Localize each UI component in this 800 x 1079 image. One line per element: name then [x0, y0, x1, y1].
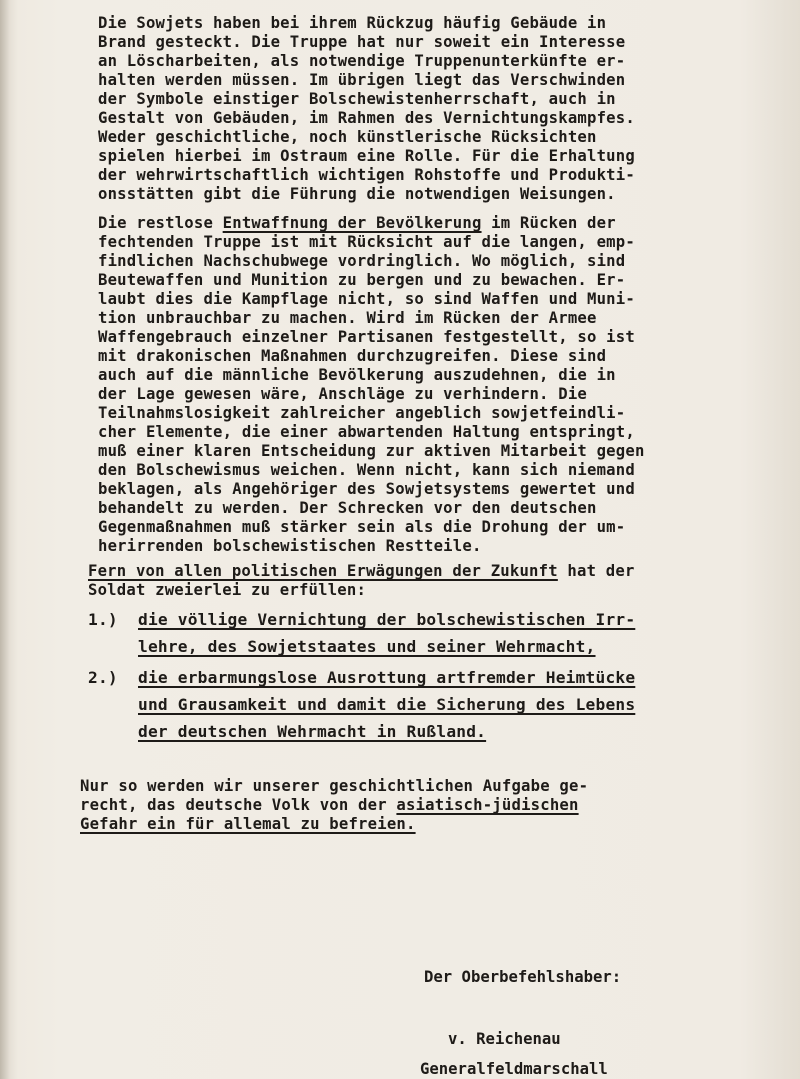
text-fragment: im Rücken der [481, 214, 616, 232]
paragraph-line: Nur so werden wir unserer geschichtlichen Aufgabe ge- [80, 777, 589, 795]
paragraph-line: findlichen Nachschubwege vordringlich. Wo möglich, sind [98, 252, 626, 270]
paragraph-line: onsstätten gibt die Führung die notwendigen Weisungen. [98, 185, 616, 203]
paragraph-scorched-buildings [98, 14, 780, 204]
text-fragment: hat der [557, 562, 635, 580]
paragraph-line: mit drakonischen Maßnahmen durchzugreifen. Diese sind [98, 347, 607, 365]
paragraph-line: auch auf die männliche Bevölkerung auszudehnen, die in [98, 366, 616, 384]
paragraph-soldier-duties [88, 562, 780, 600]
list-number: 1.) [88, 610, 118, 629]
paragraph-line: halten werden müssen. Im übrigen liegt das Verschwinden [98, 71, 626, 89]
underlined-list-line: der deutschen Wehrmacht in Rußland. [138, 722, 487, 741]
paragraph-disarmament [98, 214, 780, 556]
underlined-phrase: Entwaffnung der Bevölkerung [222, 214, 482, 232]
paragraph-line: fechtenden Truppe ist mit Rücksicht auf die langen, emp- [98, 233, 635, 251]
paragraph-line [80, 815, 780, 834]
paragraph-line: Teilnahmslosigkeit zahlreicher angeblich sowjetfeindli- [98, 404, 626, 422]
paragraph-line [80, 796, 780, 815]
paragraph-line: behandelt zu werden. Der Schrecken vor den deutschen [98, 499, 597, 517]
signature-rank: Generalfeldmarschall [420, 1060, 608, 1078]
paragraph-line: Beutewaffen und Munition zu bergen und zu bewachen. Er- [98, 271, 626, 289]
underlined-list-line: lehre, des Sowjetstaates und seiner Wehrmacht, [138, 637, 596, 656]
list-item [88, 606, 780, 660]
text-fragment: recht, das deutsche Volk von der [80, 796, 397, 814]
list-item [88, 664, 780, 745]
paragraph-line: beklagen, als Angehöriger des Sowjetsystems gewertet und [98, 480, 635, 498]
paragraph-line: muß einer klaren Entscheidung zur aktiven Mitarbeit gegen [98, 442, 645, 460]
page-edge-shadow [0, 0, 10, 1079]
underlined-phrase: Fern von allen politischen Erwägungen der Zukunft [88, 562, 558, 580]
signature-name: v. Reichenau [448, 1030, 561, 1048]
paragraph-line: der Symbole einstiger Bolschewistenherrschaft, auch in [98, 90, 616, 108]
paragraph-line: Gegenmaßnahmen muß stärker sein als die Drohung der um- [98, 518, 626, 536]
paragraph-line [98, 214, 780, 233]
list-number: 2.) [88, 668, 118, 687]
signature-title: Der Oberbefehlshaber: [424, 968, 622, 986]
paragraph-line: cher Elemente, die einer abwartenden Haltung entspringt, [98, 423, 635, 441]
text-fragment: Die restlose [98, 214, 223, 232]
underlined-phrase: Gefahr ein für allemal zu befreien. [80, 815, 416, 833]
paragraph-line [88, 562, 780, 581]
paragraph-conclusion [80, 777, 780, 834]
duties-list [88, 606, 780, 745]
paragraph-line: herirrenden bolschewistischen Restteile. [98, 537, 482, 555]
paragraph-line: Soldat zweierlei zu erfüllen: [88, 581, 367, 599]
typewritten-document [80, 14, 780, 834]
paragraph-line: Weder geschichtliche, noch künstlerische Rücksichten [98, 128, 597, 146]
paragraph-line: Waffengebrauch einzelner Partisanen festgestellt, so ist [98, 328, 635, 346]
paragraph-line: Gestalt von Gebäuden, im Rahmen des Vernichtungskampfes. [98, 109, 635, 127]
paragraph-line: Die Sowjets haben bei ihrem Rückzug häufig Gebäude in [98, 14, 607, 32]
paragraph-line: Brand gesteckt. Die Truppe hat nur soweit ein Interesse [98, 33, 626, 51]
underlined-phrase: asiatisch-jüdischen [396, 796, 579, 814]
paragraph-line: spielen hierbei im Ostraum eine Rolle. Für die Erhaltung [98, 147, 635, 165]
underlined-list-line: die völlige Vernichtung der bolschewistischen Irr- [138, 610, 636, 629]
underlined-list-line: und Grausamkeit und damit die Sicherung des Lebens [138, 695, 636, 714]
underlined-list-line: die erbarmungslose Ausrottung artfremder Heimtücke [138, 668, 636, 687]
paragraph-line: der Lage gewesen wäre, Anschläge zu verhindern. Die [98, 385, 587, 403]
paragraph-line: an Löscharbeiten, als notwendige Truppenunterkünfte er- [98, 52, 626, 70]
paragraph-line: den Bolschewismus weichen. Wenn nicht, kann sich niemand [98, 461, 635, 479]
paragraph-line: laubt dies die Kampflage nicht, so sind Waffen und Muni- [98, 290, 635, 308]
paragraph-line: tion unbrauchbar zu machen. Wird im Rücken der Armee [98, 309, 597, 327]
paragraph-line: der wehrwirtschaftlich wichtigen Rohstoffe und Produkti- [98, 166, 635, 184]
